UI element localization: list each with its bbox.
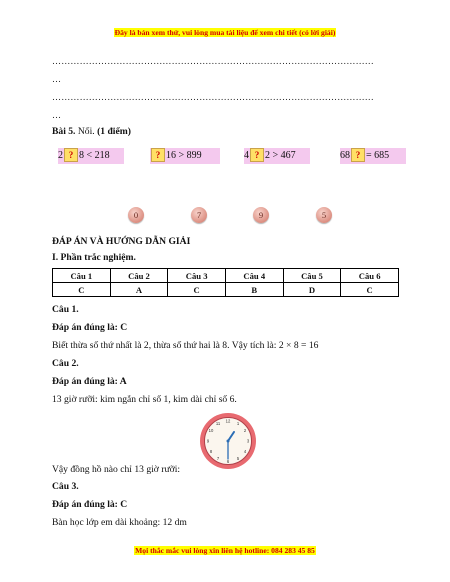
table-cell: D (283, 283, 341, 297)
table-row (53, 283, 399, 297)
question-box: ? (351, 148, 365, 162)
table-header-cell: Câu 5 (283, 269, 341, 283)
question-box: ? (250, 148, 264, 162)
svg-text:12: 12 (225, 418, 231, 424)
expression-4: 68 ? = 685 (340, 148, 406, 164)
table-cell: A (110, 283, 168, 297)
exercise-instruction: Nối. (77, 126, 95, 137)
table-header-cell: Câu 6 (341, 269, 399, 283)
exercise-number: Bài 5. (52, 126, 76, 137)
svg-text:4: 4 (243, 449, 247, 454)
svg-text:5: 5 (236, 456, 240, 461)
table-cell: C (53, 283, 111, 297)
table-header-cell: Câu 3 (168, 269, 226, 283)
expression-2: ? 16 > 899 (150, 148, 220, 164)
expression-3: 4 ? 2 > 467 (244, 148, 310, 164)
q2-label: Câu 2. (52, 358, 79, 369)
q3-explanation: Bàn học lớp em dài khoảng: 12 dm (52, 517, 187, 528)
number-option: 5 (316, 207, 332, 223)
table-cell: C (168, 283, 226, 297)
table-header-cell: Câu 2 (110, 269, 168, 283)
number-option: 9 (253, 207, 269, 223)
svg-text:11: 11 (215, 421, 221, 426)
table-header-row (53, 269, 399, 283)
table-header-cell: Câu 1 (53, 269, 111, 283)
svg-text:10: 10 (208, 428, 214, 433)
question-box: ? (151, 148, 165, 162)
q1-explanation: Biết thừa số thứ nhất là 2, thừa số thứ hai là 8. Vậy tích là: 2 × 8 = 16 (52, 340, 319, 351)
svg-text:2: 2 (243, 428, 247, 433)
q3-answer: Đáp án đúng là: C (52, 499, 128, 510)
exercise-points: (1 điểm) (97, 126, 131, 137)
answer-table (52, 268, 399, 297)
svg-text:3: 3 (246, 438, 250, 444)
answers-heading: ĐÁP ÁN VÀ HƯỚNG DẪN GIẢI (52, 236, 191, 247)
table-cell: B (225, 283, 283, 297)
exercise-title (52, 126, 131, 137)
number-option: 7 (191, 207, 207, 223)
header-banner: Đây là bản xem thử, vui lòng mua tài liệu để xem chi tiết (có lời giải) (114, 28, 336, 37)
table-header-cell: Câu 4 (225, 269, 283, 283)
svg-text:9: 9 (206, 438, 210, 444)
q1-label: Câu 1. (52, 304, 79, 315)
footer-banner: Mọi thắc mắc vui lòng xin liên hệ hotline: 084 283 45 85 (135, 546, 315, 555)
q2-conclusion: Vậy đồng hồ nào chỉ 13 giờ rưỡi: (52, 464, 181, 475)
svg-text:6: 6 (226, 459, 230, 464)
section-heading: I. Phần trắc nghiệm. (52, 252, 136, 263)
q2-explanation: 13 giờ rưỡi: kim ngắn chỉ số 1, kim dài chỉ số 6. (52, 394, 237, 405)
answer-dotted-line: …………………………………………………………………………………………… (52, 92, 374, 102)
q1-answer: Đáp án đúng là: C (52, 322, 128, 333)
expression-1: 2 ? 8 < 218 (58, 148, 124, 164)
answer-dotted-line: …………………………………………………………………………………………… (52, 56, 374, 66)
q2-answer: Đáp án đúng là: A (52, 376, 127, 387)
answer-dotted-line: … (52, 74, 62, 84)
q3-label: Câu 3. (52, 481, 79, 492)
number-option: 0 (128, 207, 144, 223)
svg-text:7: 7 (216, 456, 220, 461)
table-cell: C (341, 283, 399, 297)
question-box: ? (64, 148, 78, 162)
answer-dotted-line: … (52, 110, 62, 120)
svg-text:1: 1 (236, 421, 240, 426)
svg-text:8: 8 (209, 449, 213, 454)
clock-icon (195, 412, 261, 470)
